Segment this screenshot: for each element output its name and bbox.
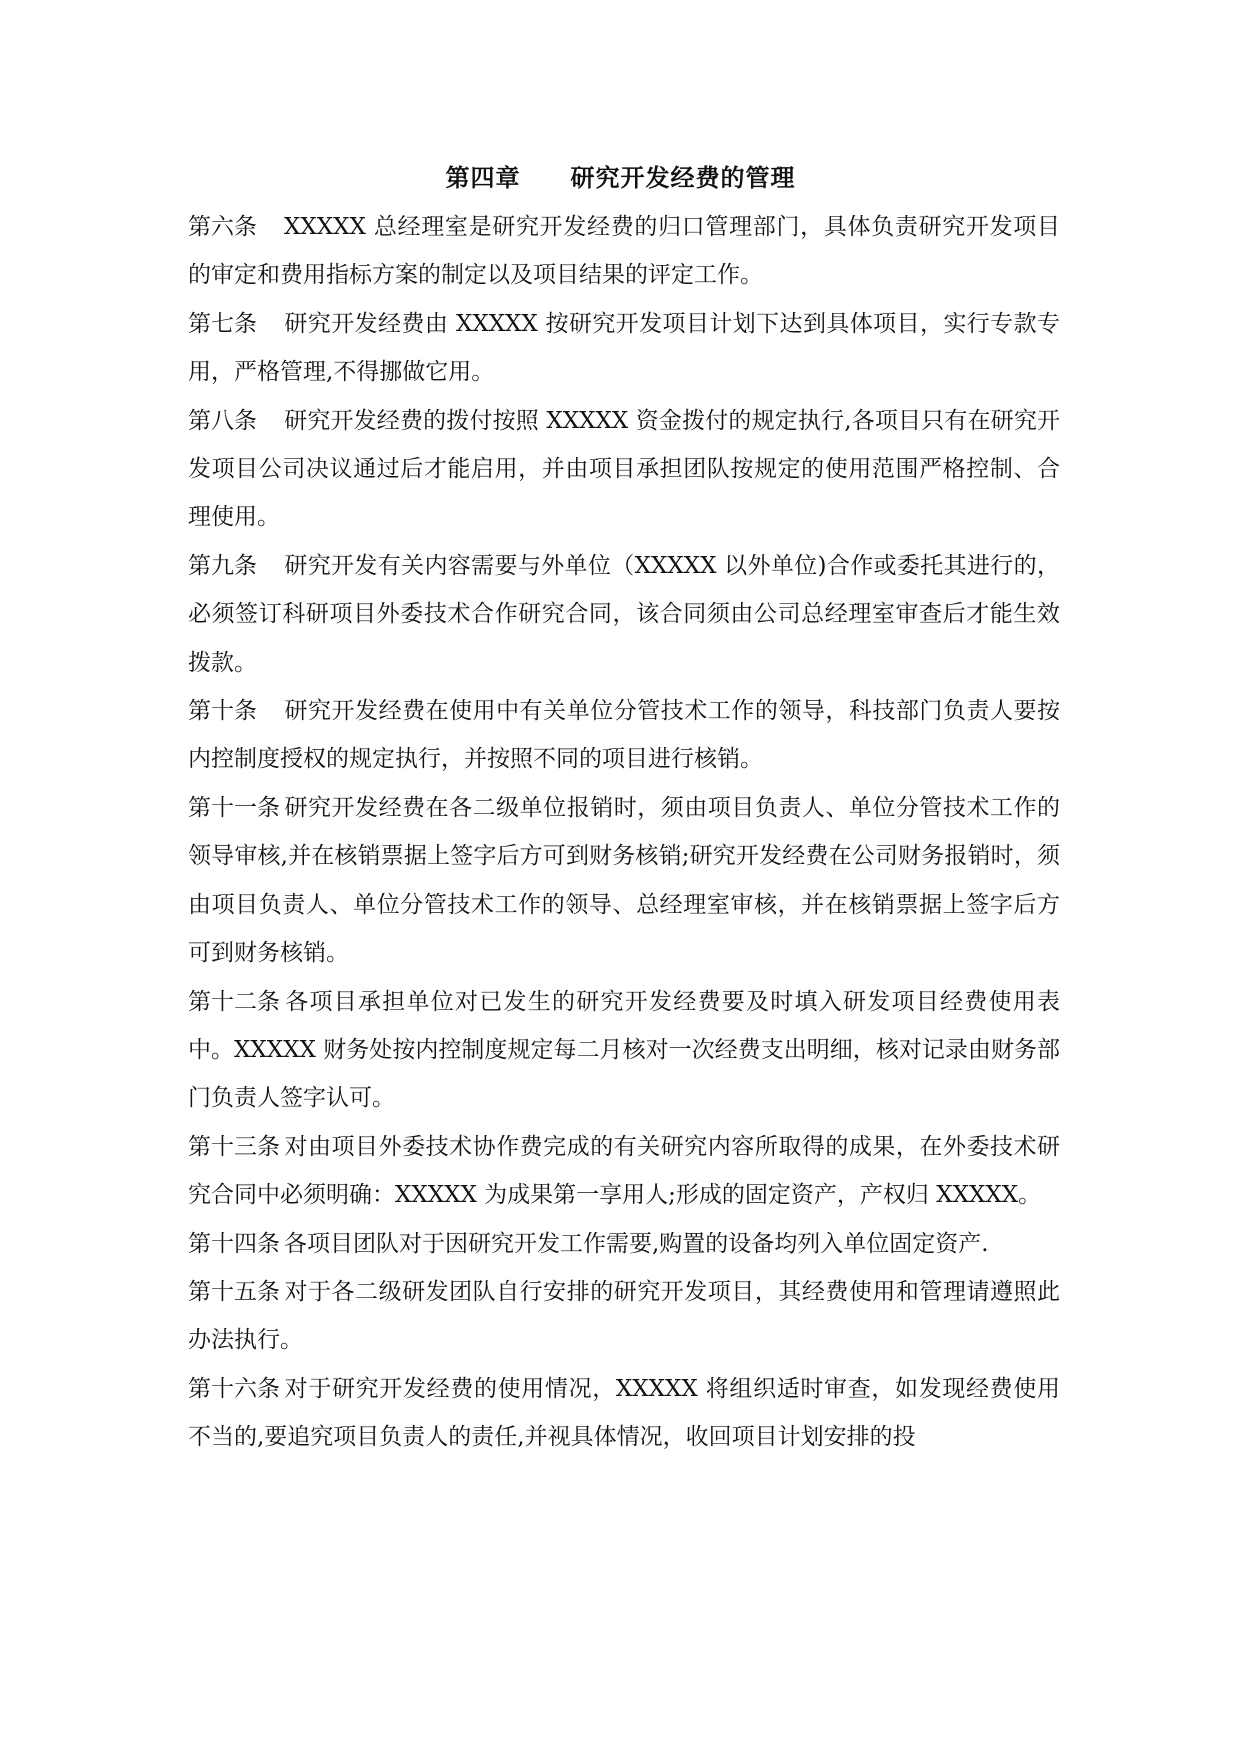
article-number: 第十三条 xyxy=(188,1133,280,1160)
article-16 xyxy=(188,1365,1060,1462)
article-number: 第十五条 xyxy=(188,1278,280,1305)
article-number: 第七条 xyxy=(188,310,257,337)
article-text: 对于研究开发经费的使用情况，XXXXX 将组织适时审查，如发现经费使用不当的,要追究项目负责人的责任,并视具体情况，收回项目计划安排的投 xyxy=(188,1375,1060,1451)
article-10 xyxy=(188,687,1060,784)
article-15 xyxy=(188,1268,1060,1365)
article-9 xyxy=(188,542,1060,687)
article-11 xyxy=(188,784,1060,978)
article-text: XXXXX 总经理室是研究开发经费的归口管理部门，具体负责研究开发项目的审定和费用指标方案的制定以及项目结果的评定工作。 xyxy=(188,214,1060,289)
article-13 xyxy=(188,1123,1060,1220)
article-text: 各项目团队对于因研究开发工作需要,购置的设备均列入单位固定资产. xyxy=(284,1230,989,1257)
chapter-title: 第四章 研究开发经费的管理 xyxy=(445,163,796,192)
article-12 xyxy=(188,978,1060,1123)
article-8 xyxy=(188,397,1060,542)
article-text: 研究开发有关内容需要与外单位（XXXXX 以外单位)合作或委托其进行的，必须签订科研项目外委技术合作研究合同，该合同须由公司总经理室审查后才能生效拨款。 xyxy=(188,552,1060,676)
article-text: 研究开发经费由 XXXXX 按研究开发项目计划下达到具体项目，实行专款专用，严格管理,不得挪做它用。 xyxy=(188,310,1060,386)
article-text: 对由项目外委技术协作费完成的有关研究内容所取得的成果，在外委技术研究合同中必须明确：XXXXX 为成果第一享用人;形成的固定资产，产权归 XXXXX。 xyxy=(188,1133,1060,1209)
article-text: 研究开发经费在各二级单位报销时，须由项目负责人、单位分管技术工作的领导审核,并在核销票据上签字后方可到财务核销;研究开发经费在公司财务报销时，须由项目负责人、单位分管技术工作的领导、总经理室审核，并在核销票据上签字后方可到财务核销。 xyxy=(188,794,1060,967)
article-text: 各项目承担单位对已发生的研究开发经费要及时填入研发项目经费使用表中。XXXXX 财务处按内控制度规定每二月核对一次经费支出明细，核对记录由财务部门负责人签字认可。 xyxy=(188,988,1060,1112)
article-number: 第十六条 xyxy=(188,1375,280,1402)
article-number: 第八条 xyxy=(188,407,257,434)
article-number: 第九条 xyxy=(188,552,257,579)
article-7 xyxy=(188,300,1060,397)
article-number: 第十二条 xyxy=(188,988,280,1015)
article-number: 第十四条 xyxy=(188,1230,280,1257)
article-6 xyxy=(188,203,1060,300)
article-number: 第十一条 xyxy=(188,794,280,821)
document-body xyxy=(188,203,1060,1462)
article-number: 第六条 xyxy=(188,214,257,240)
article-text: 研究开发经费的拨付按照 XXXXX 资金拨付的规定执行,各项目只有在研究开发项目公司决议通过后才能启用，并由项目承担团队按规定的使用范围严格控制、合理使用。 xyxy=(188,407,1060,531)
article-14 xyxy=(188,1220,1060,1268)
article-text: 研究开发经费在使用中有关单位分管技术工作的领导，科技部门负责人要按内控制度授权的规定执行，并按照不同的项目进行核销。 xyxy=(188,698,1060,773)
article-text: 对于各二级研发团队自行安排的研究开发项目，其经费使用和管理请遵照此办法执行。 xyxy=(188,1278,1060,1354)
article-number: 第十条 xyxy=(188,698,257,725)
